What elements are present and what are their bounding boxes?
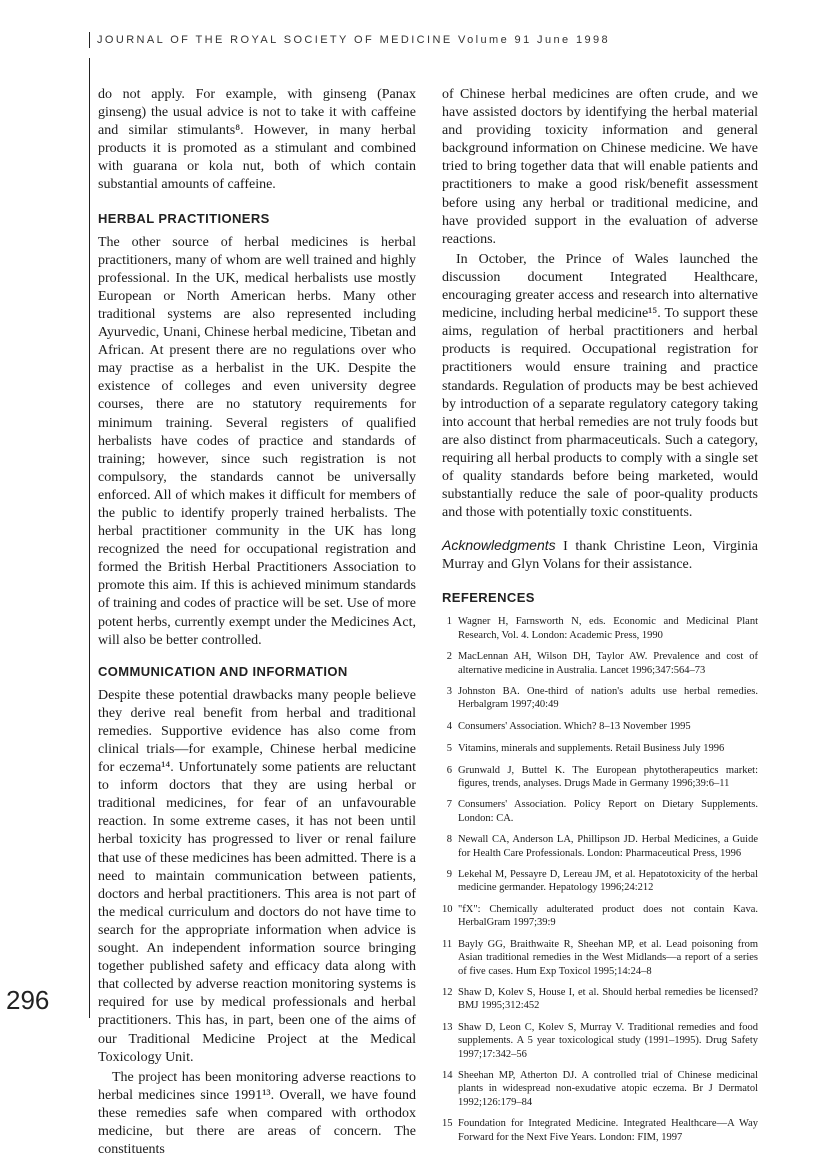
reference-number: 7 <box>446 799 452 811</box>
reference-number: 12 <box>442 987 453 999</box>
paragraph-practitioners: The other source of herbal medicines is herbal practitioners, many of whom are well trained and highly professional. In the UK, medical herbalists use mostly European or North American herbs. Many other traditional systems are also represented including Ayurvedic, Unani, Chinese herbal medicine, Tibetan and African. At present there are no regulations over who may practise as a herbalist in the UK. Despite the existence of colleges and even university degree courses, there are no statutory requirements for minimum training. Several registers of qualified herbalists have codes of practice and standards of training; however, since such registration is not compulsory, the standards cannot be universally enforced. All of which makes it difficult for members of the public to identify properly trained herbalists. The herbal practitioner community in the UK has long recognized the need for occupational registration and formed the British Herbal Practitioners Association to promote this aim. If this is achieved minimum standards of training and codes of practice will be set. Use of more potent herbs, currently exempt under the Medicines Act, will also be better controlled. <box>98 234 417 648</box>
reference-text: Newall CA, Anderson LA, Phillipson JD. Herbal Medicines, a Guide for Health Care Professionals. London: Pharmaceutical Press, 1996 <box>458 834 758 859</box>
reference-text: "fX": Chemically adulterated product does not contain Kava. HerbalGram 1997;39:9 <box>458 904 758 929</box>
reference-text: Sheehan MP, Atherton DJ. A controlled trial of Chinese medicinal plants in widespread non-exudative atopic eczema. Br J Dermatol 1992;126:179–84 <box>458 1070 758 1108</box>
reference-text: Shaw D, Kolev S, House I, et al. Should herbal remedies be licensed? BMJ 1995;312:452 <box>458 987 758 1012</box>
reference-item <box>442 615 758 641</box>
reference-text: Grunwald J, Buttel K. The European phytotherapeutics market: figures, trends, analyses. Drugs Made in Germany 1996;39:6–11 <box>458 764 758 789</box>
reference-number: 14 <box>442 1070 453 1082</box>
reference-number: 4 <box>446 721 452 733</box>
reference-item <box>442 764 758 790</box>
paragraph-communication: Despite these potential drawbacks many people believe they derive real benefit from herbal and traditional remedies. Supportive evidence has also come from clinical trials—for example, Chinese herbal medicine for eczema¹⁴. Unfortunately some patients are reluctant to inform doctors that they are using herbal or traditional medicines, for fear of an unfavourable reaction. In some extreme cases, it has not been until herbal toxicity has progressed to liver or renal failure that use of these medicines has been admitted. There is a need to maintain communication between patients, doctors and herbal practitioners. This area is not part of the medical curriculum and doctors do not have time to search for the appropriate information when advice is sought. An independent information source bringing together published safety and efficacy data along with that collected by adverse reaction monitoring systems is required for use by medical professionals and herbal practitioners. This has, in part, been one of the aims of our Traditional Medicine Project at the Medical Toxicology Unit. <box>98 687 416 1065</box>
reference-item <box>442 986 758 1012</box>
reference-number: 2 <box>446 651 452 663</box>
reference-text: Consumers' Association. Policy Report on Dietary Supplements. London: CA. <box>458 799 758 824</box>
reference-text: Johnston BA. One-third of nation's adults use herbal remedies. Herbalgram 1997;40:49 <box>458 686 758 711</box>
reference-number: 11 <box>442 939 453 951</box>
reference-item <box>442 903 758 929</box>
reference-text: MacLennan AH, Wilson DH, Taylor AW. Prevalence and cost of alternative medicine in Australia. Lancet 1996;347:564–73 <box>458 651 758 676</box>
reference-text: Bayly GG, Braithwaite R, Sheehan MP, et al. Lead poisoning from Asian traditional remedies in the West Midlands—a report of a series of five cases. Hum Exp Toxicol 1995;14:24–8 <box>458 939 758 977</box>
reference-item <box>442 833 758 859</box>
margin-rule <box>89 58 90 1018</box>
paragraph-project: The project has been monitoring adverse reactions to herbal medicines since 1991¹³. Overall, we have found these remedies safe when compared with orthodox medicine, but there are areas of concern. The constituents <box>98 1069 416 1158</box>
acknowledgments-label: Acknowledgments <box>442 537 556 554</box>
paragraph-october: In October, the Prince of Wales launched the discussion document Integrated Healthcare, encouraging greater access and research into alternative medicine, including herbal medicine¹⁵. To support these aims, regulation of herbal practitioners and herbal products is required. Occupational registration for practitioners would ensure training and practice standards. Regulation of products may be best achieved by introduction of a separate regulatory category taking into account that herbal remedies are not truly foods but are also distinct from pharmaceuticals. Such a category, requiring all herbal products to comply with a single set of quality standards before being marketed, would substantially reduce the sale of poor-quality products and those with potentially toxic constituents. <box>442 251 758 521</box>
reference-list <box>442 615 758 1143</box>
reference-number: 6 <box>446 764 452 776</box>
reference-number: 15 <box>442 1118 453 1130</box>
reference-text: Vitamins, minerals and supplements. Retail Business July 1996 <box>458 742 725 754</box>
left-column <box>98 86 416 1159</box>
reference-text: Wagner H, Farnsworth N, eds. Economic and Medicinal Plant Research, Vol. 4. London: Academic Press, 1990 <box>458 616 758 641</box>
reference-text: Lekehal M, Pessayre D, Lereau JM, et al. Hepatotoxicity of the herbal medicine germander. Hepatology 1996;24:212 <box>458 869 758 894</box>
acknowledgments <box>442 536 758 574</box>
reference-item <box>442 798 758 824</box>
reference-number: 9 <box>446 869 452 881</box>
reference-number: 10 <box>442 904 453 916</box>
reference-item <box>442 650 758 676</box>
reference-number: 5 <box>446 742 452 754</box>
running-header: JOURNAL OF THE ROYAL SOCIETY OF MEDICINE Volume 91 June 1998 <box>89 32 610 48</box>
reference-item <box>442 1117 758 1143</box>
heading-herbal-practitioners: HERBAL PRACTITIONERS <box>98 210 270 226</box>
reference-item <box>442 742 758 755</box>
page-number: 296 <box>6 985 50 1015</box>
reference-number: 1 <box>446 616 452 628</box>
reference-item <box>442 1069 758 1109</box>
paragraph-intro: do not apply. For example, with ginseng (Panax ginseng) the usual advice is not to take it with caffeine and similar stimulants⁸. However, in many herbal products it is promoted as a stimulant and combined with guarana or kola nut, both of which contain substantial amounts of caffeine. <box>98 87 416 193</box>
acknowledgments-text: I thank Christine Leon, Virginia Murray and Glyn Volans for their assistance. <box>442 539 759 573</box>
reference-item <box>442 938 758 978</box>
reference-text: Foundation for Integrated Medicine. Integrated Healthcare—A Way Forward for the Next Five Years. London: FIM, 1997 <box>458 1118 758 1143</box>
reference-item <box>442 1021 758 1061</box>
right-column <box>442 86 758 1152</box>
reference-item <box>442 720 758 733</box>
reference-item <box>442 685 758 711</box>
reference-text: Shaw D, Leon C, Kolev S, Murray V. Traditional remedies and food supplements. A 5 year toxicological study (1991–1995). Drug Safety 1997;17:342–56 <box>458 1022 758 1060</box>
paragraph-continue: of Chinese herbal medicines are often crude, and we have assisted doctors by identifying the herbal material and providing toxicity information and general background information on Chinese medicine. We have tried to bring together data that will enable patients and practitioners to make a good risk/benefit assessment before using any herbal or traditional medicine, and have provided support in the evaluation of adverse reactions. <box>442 87 758 247</box>
heading-communication: COMMUNICATION AND INFORMATION <box>98 663 348 679</box>
heading-references: REFERENCES <box>442 590 535 606</box>
reference-item <box>442 868 758 894</box>
reference-number: 8 <box>446 834 452 846</box>
reference-number: 13 <box>442 1022 453 1034</box>
reference-text: Consumers' Association. Which? 8–13 November 1995 <box>458 721 691 733</box>
reference-number: 3 <box>446 686 452 698</box>
